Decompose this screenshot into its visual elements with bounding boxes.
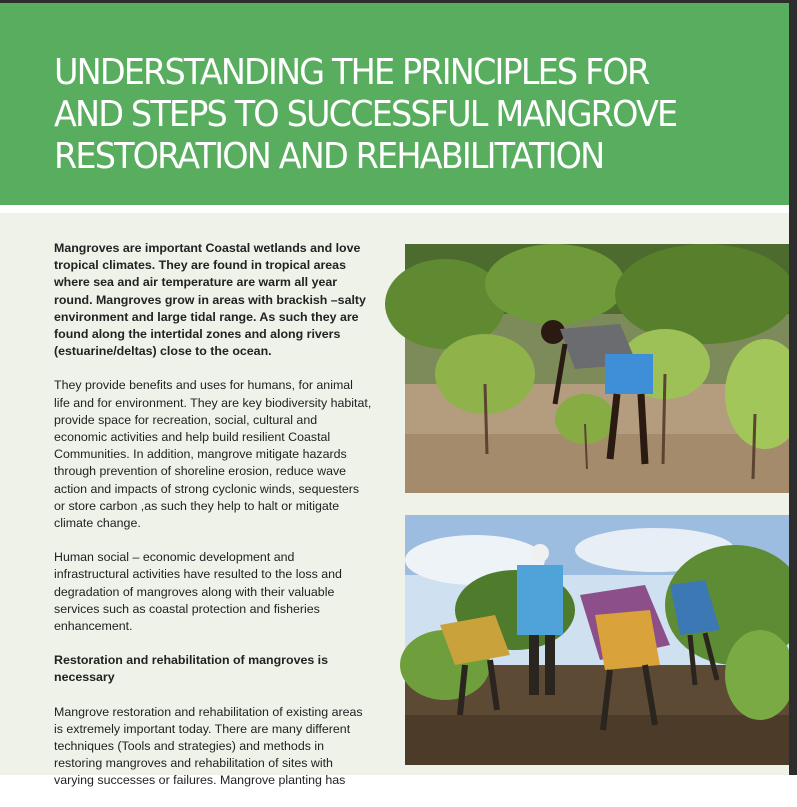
title-banner [0,0,789,205]
article-text-column [54,240,372,807]
intro-paragraph: Mangroves are important Coastal wetlands and love tropical climates. They are found in tropical areas where sea and air temperature are warm all year round. Mangroves grow in areas with brackish –salty environment and large tidal range. As such they are found along the intertidal zones and along rivers (estuarine/deltas) close to the ocean. [54,241,366,359]
top-border [0,0,789,3]
section-subheading: Restoration and rehabilitation of mangroves is necessary [54,653,329,685]
photo-2-illustration [405,515,791,765]
title-line-1: UNDERSTANDING THE PRINCIPLES FOR [54,52,649,93]
restoration-paragraph: Mangrove restoration and rehabilitation of existing areas is extremely important today. There are many different techniques (Tools and strategies) and methods in restoring mangroves and rehabilitation of sites with varying successes or failures. Mangrove planting has [54,704,363,788]
page-edge [789,0,797,775]
page-title [54,52,705,178]
mangrove-planting-photo-2 [405,515,791,765]
title-line-2: AND STEPS TO SUCCESSFUL MANGROVE [54,94,677,135]
photo-1-illustration [405,244,791,493]
mangrove-planting-photo-1 [405,244,791,493]
benefits-paragraph: They provide benefits and uses for humans, for animal life and for environment. They are key biodiversity habitat, provide space for recreation, social, cultural and economic activities and help build resilient Coastal Communities. In addition, mangrove mitigate hazards through prevention of shoreline erosion, reduce wave action and impacts of strong cyclonic winds, sequesters or store carbon ,as such they help to halt or mitigate climate change. [54,378,372,531]
banner-divider [0,205,789,213]
title-line-3: RESTORATION AND REHABILITATION [54,136,604,177]
loss-paragraph: Human social – economic development and infrastructural activities have resulted to the loss and degradation of mangroves along with their valuable services such as coastal protection and fisheries enhancement. [54,550,342,634]
